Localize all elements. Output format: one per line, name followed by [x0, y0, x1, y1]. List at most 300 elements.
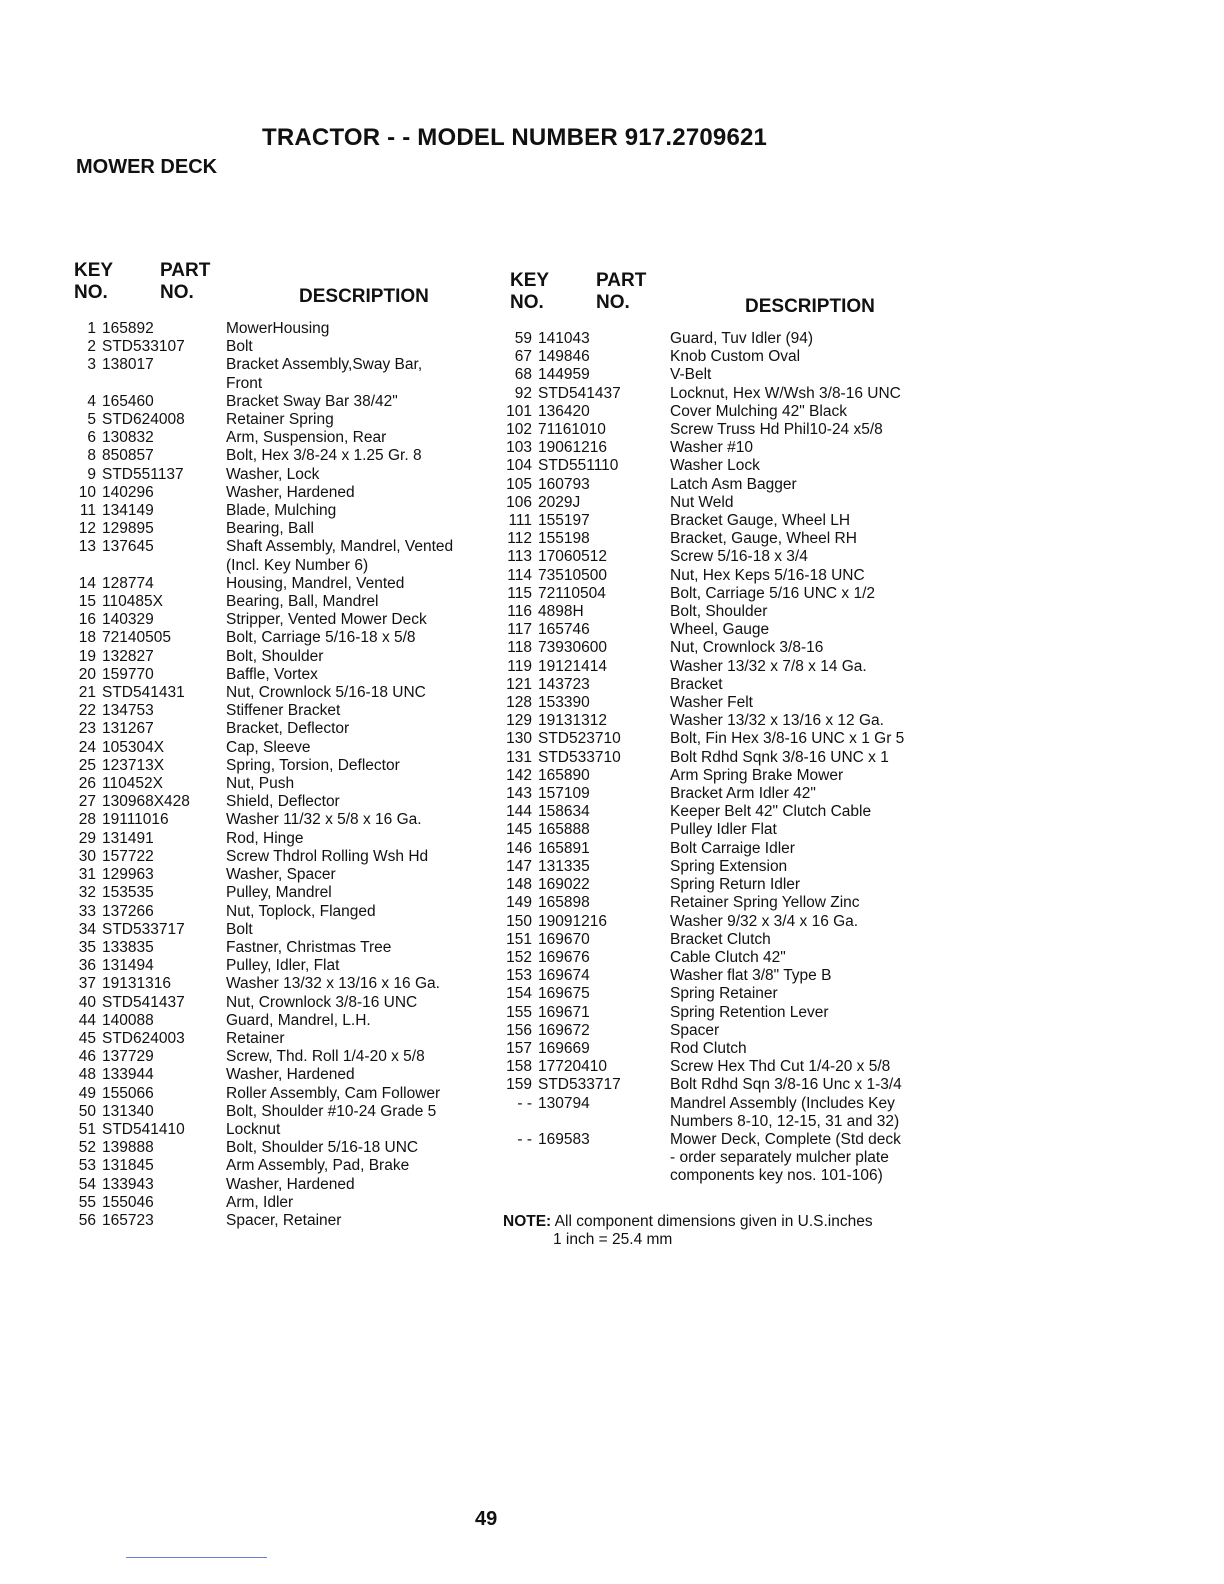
key-number: 6 [87, 429, 96, 447]
table-row [62, 1139, 482, 1157]
part-number: 169670 [538, 930, 590, 948]
table-row [498, 1022, 938, 1040]
table-row [498, 366, 938, 384]
part-description: Bolt, Shoulder [670, 603, 768, 621]
part-number: 165460 [102, 392, 154, 410]
part-number: 169669 [538, 1039, 590, 1057]
table-row [498, 785, 938, 803]
part-description: Rod Clutch [670, 1039, 747, 1057]
key-number: 103 [506, 439, 532, 457]
table-row [62, 684, 482, 702]
table-row [498, 421, 938, 439]
key-number: 23 [78, 720, 96, 738]
part-number: 4898H [538, 603, 584, 621]
key-number: 28 [78, 811, 96, 829]
part-description: Bracket, Deflector [226, 720, 350, 738]
table-row [498, 639, 938, 657]
table-row [62, 466, 482, 484]
part-number: 72110504 [538, 584, 606, 602]
part-number: 157109 [538, 785, 590, 803]
table-row [498, 621, 938, 639]
part-description: Mandrel Assembly (Includes Key Numbers 8-10, 12-15, 31 and 32) [670, 1094, 900, 1130]
table-row [498, 1095, 938, 1131]
part-description: Blade, Mulching [226, 502, 337, 520]
part-description: Knob Custom Oval [670, 348, 801, 366]
key-number: 49 [78, 1084, 96, 1102]
part-description: Bolt Rdhd Sqnk 3/8-16 UNC x 1 [670, 748, 889, 766]
key-header-no: NO. [510, 292, 544, 313]
key-number: 131 [506, 748, 532, 766]
table-row [62, 757, 482, 775]
table-row [62, 520, 482, 538]
key-number: 27 [78, 793, 96, 811]
part-number: 129963 [102, 866, 154, 884]
part-number: 73930600 [538, 639, 607, 657]
part-number: STD541410 [102, 1120, 185, 1138]
part-number: 159770 [102, 665, 154, 683]
part-header: PART [596, 270, 647, 291]
part-number: STD533107 [102, 338, 185, 356]
table-row [62, 484, 482, 502]
part-number: 169583 [538, 1130, 590, 1148]
part-description: Washer 13/32 x 7/8 x 14 Ga. [670, 657, 867, 675]
part-description: Bracket Assembly,Sway Bar, Front [226, 356, 423, 392]
part-description: Nut, Toplock, Flanged [226, 902, 376, 920]
part-number: 165898 [538, 894, 590, 912]
part-description: MowerHousing [226, 320, 330, 337]
part-description: Bolt [226, 920, 253, 938]
part-number: 130832 [102, 429, 154, 447]
section-title: MOWER DECK [76, 156, 218, 178]
table-row [498, 767, 938, 785]
key-number: 128 [506, 694, 532, 712]
key-number: 53 [78, 1157, 96, 1175]
part-number: 137266 [102, 902, 154, 920]
key-number: 36 [78, 957, 96, 975]
part-description: Bolt, Hex 3/8-24 x 1.25 Gr. 8 [226, 447, 422, 465]
part-header-no: NO. [596, 292, 630, 313]
key-number: 37 [78, 975, 96, 993]
table-row [498, 840, 938, 858]
key-number: 102 [506, 421, 532, 439]
part-header-no: NO. [160, 282, 194, 303]
part-description: Washer 13/32 x 13/16 x 12 Ga. [670, 712, 884, 730]
table-row [498, 658, 938, 676]
part-number: STD523710 [538, 730, 621, 748]
part-description: Bolt, Carriage 5/16 UNC x 1/2 [670, 584, 876, 602]
key-number: 9 [87, 465, 96, 483]
description-header: DESCRIPTION [745, 296, 875, 317]
key-number: 12 [78, 520, 96, 538]
key-number: 16 [78, 611, 96, 629]
table-row [498, 803, 938, 821]
part-number: STD624008 [102, 411, 185, 429]
part-description: Bolt, Shoulder #10-24 Grade 5 [226, 1102, 437, 1120]
table-row [498, 858, 938, 876]
table-row [498, 348, 938, 366]
key-header: KEY [510, 270, 550, 291]
key-number: 18 [78, 629, 96, 647]
table-row [62, 502, 482, 520]
key-number: 24 [78, 738, 96, 756]
part-description: Bracket Clutch [670, 930, 771, 948]
parts-column-right [498, 270, 938, 1186]
part-number: 143723 [538, 675, 590, 693]
table-row [498, 548, 938, 566]
part-description: Stripper, Vented Mower Deck [226, 611, 427, 629]
part-description: Nut, Crownlock 3/8-16 UNC [226, 993, 418, 1011]
table-row [62, 811, 482, 829]
part-description: Screw Thdrol Rolling Wsh Hd [226, 847, 429, 865]
key-number: 145 [506, 821, 532, 839]
part-description: Bolt Carraige Idler [670, 839, 795, 857]
table-row [62, 393, 482, 411]
parts-column-left [62, 260, 482, 1230]
part-description: Bracket Sway Bar 38/42" [226, 392, 398, 410]
table-row [62, 1012, 482, 1030]
table-row [62, 957, 482, 975]
part-number: 140296 [102, 483, 154, 501]
part-number: 160793 [538, 475, 590, 493]
part-description: Washer Felt [670, 694, 753, 712]
page-number: 49 [475, 1508, 498, 1530]
part-number: 71161010 [538, 421, 606, 439]
key-number: 46 [78, 1048, 96, 1066]
key-number: 116 [507, 603, 532, 621]
table-row [498, 439, 938, 457]
table-row [62, 648, 482, 666]
table-row [62, 739, 482, 757]
part-number: 19091216 [538, 912, 607, 930]
part-number: 165891 [538, 839, 590, 857]
key-number: 3 [87, 356, 96, 374]
key-number: 20 [78, 665, 96, 683]
table-row [498, 330, 938, 348]
table-row [498, 1076, 938, 1094]
table-row [498, 585, 938, 603]
part-description: Guard, Tuv Idler (94) [670, 330, 814, 347]
key-number: 19 [78, 647, 96, 665]
table-row [62, 775, 482, 793]
table-row [62, 1176, 482, 1194]
key-number: 147 [506, 857, 532, 875]
key-number: 13 [78, 538, 96, 556]
part-number: 137645 [102, 538, 154, 556]
part-number: 158634 [538, 803, 590, 821]
part-number: 132827 [102, 647, 154, 665]
part-description: Locknut [226, 1120, 281, 1138]
part-number: 169675 [538, 985, 590, 1003]
part-description: Nut Weld [670, 493, 734, 511]
part-number: 155066 [102, 1084, 154, 1102]
table-row [62, 1030, 482, 1048]
table-row [62, 356, 482, 392]
part-number: STD541431 [102, 684, 185, 702]
part-description: Housing, Mandrel, Vented [226, 574, 405, 592]
part-description: Retainer Spring Yellow Zinc [670, 894, 860, 912]
part-number: 165723 [102, 1211, 154, 1229]
part-description: Screw Hex Thd Cut 1/4-20 x 5/8 [670, 1058, 891, 1076]
key-number: 114 [507, 566, 532, 584]
part-number: STD541437 [538, 384, 621, 402]
part-number: 19111016 [102, 811, 169, 829]
part-description: Spring Return Idler [670, 876, 801, 894]
key-number: 40 [78, 993, 96, 1011]
key-number: 105 [506, 475, 532, 493]
table-row [62, 338, 482, 356]
part-description: Wheel, Gauge [670, 621, 770, 639]
part-number: 137729 [102, 1048, 154, 1066]
part-number: 72140505 [102, 629, 171, 647]
table-row [62, 1212, 482, 1230]
key-number: 115 [507, 584, 532, 602]
key-number: 151 [506, 930, 532, 948]
table-row [498, 949, 938, 967]
part-description: Bracket [670, 675, 723, 693]
key-number: 48 [78, 1066, 96, 1084]
part-number: 140329 [102, 611, 154, 629]
key-number: 154 [506, 985, 532, 1003]
part-number: 17060512 [538, 548, 607, 566]
table-row [498, 931, 938, 949]
part-description: Locknut, Hex W/Wsh 3/8-16 UNC [670, 384, 901, 402]
key-number: 150 [506, 912, 532, 930]
note-text: All component dimensions given in U.S.inches [554, 1213, 873, 1230]
table-row [498, 1131, 938, 1186]
part-number: 169022 [538, 876, 590, 894]
key-number: 159 [506, 1076, 532, 1094]
parts-list [62, 320, 482, 1230]
key-number: 146 [506, 839, 532, 857]
part-description: Screw, Thd. Roll 1/4-20 x 5/8 [226, 1048, 425, 1066]
key-number: 56 [78, 1211, 96, 1229]
table-row [62, 793, 482, 811]
key-number: 68 [514, 366, 532, 384]
table-row [498, 913, 938, 931]
key-number: 44 [78, 1011, 96, 1029]
part-description: Retainer Spring [226, 411, 334, 429]
part-number: 131491 [102, 829, 154, 847]
key-header: KEY [74, 260, 114, 281]
key-number: 26 [78, 775, 96, 793]
table-row [62, 884, 482, 902]
table-row [62, 593, 482, 611]
part-description: Washer flat 3/8" Type B [670, 967, 832, 985]
part-description: Pulley, Idler, Flat [226, 957, 340, 975]
key-number: 33 [78, 902, 96, 920]
part-description: Washer, Hardened [226, 1066, 355, 1084]
part-number: 157722 [102, 847, 154, 865]
part-number: 19121414 [538, 657, 607, 675]
part-description: Arm, Suspension, Rear [226, 429, 387, 447]
table-row [498, 694, 938, 712]
key-number: 130 [506, 730, 532, 748]
table-row [62, 538, 482, 574]
part-number: 131340 [102, 1102, 154, 1120]
table-row [498, 676, 938, 694]
part-description: Nut, Crownlock 5/16-18 UNC [226, 684, 426, 702]
part-description: Cap, Sleeve [226, 738, 311, 756]
part-number: STD551110 [538, 457, 619, 475]
key-number: 144 [506, 803, 532, 821]
table-row [62, 611, 482, 629]
table-row [498, 403, 938, 421]
part-description: Arm Spring Brake Mower [670, 766, 844, 784]
key-number: 15 [78, 593, 96, 611]
key-number: 106 [506, 493, 532, 511]
part-description: Washer, Lock [226, 465, 320, 483]
part-number: STD551137 [102, 465, 184, 483]
part-description: Washer 13/32 x 13/16 x 16 Ga. [226, 975, 440, 993]
part-number: 850857 [102, 447, 154, 465]
table-row [62, 994, 482, 1012]
table-row [62, 866, 482, 884]
table-row [498, 749, 938, 767]
key-number: 35 [78, 938, 96, 956]
part-number: STD533717 [538, 1076, 621, 1094]
table-row [498, 821, 938, 839]
key-number: 22 [78, 702, 96, 720]
part-description: Cover Mulching 42" Black [670, 402, 847, 420]
part-description: Shield, Deflector [226, 793, 340, 811]
part-description: Stiffener Bracket [226, 702, 341, 720]
part-number: 165746 [538, 621, 590, 639]
part-description: Bolt, Shoulder [226, 647, 324, 665]
table-row [62, 903, 482, 921]
table-row [498, 385, 938, 403]
part-number: 169676 [538, 948, 590, 966]
key-number: 152 [506, 948, 532, 966]
part-description: Spacer [670, 1021, 720, 1039]
key-number: 113 [507, 548, 532, 566]
table-row [498, 894, 938, 912]
part-description: Spring Retainer [670, 985, 778, 1003]
part-description: V-Belt [670, 366, 712, 384]
part-description: Arm, Idler [226, 1193, 294, 1211]
table-row [62, 1121, 482, 1139]
page-title: TRACTOR - - MODEL NUMBER 917.2709621 [262, 124, 768, 151]
part-number: 149846 [538, 348, 590, 366]
part-description: Cable Clutch 42" [670, 948, 786, 966]
key-number: 148 [506, 876, 532, 894]
part-description: Screw Truss Hd Phil10-24 x5/8 [670, 421, 883, 439]
table-row [498, 457, 938, 475]
part-number: 133835 [102, 938, 154, 956]
part-description: Pulley Idler Flat [670, 821, 777, 839]
key-number: 118 [507, 639, 532, 657]
part-number: 134149 [102, 502, 154, 520]
part-number: STD533717 [102, 920, 185, 938]
part-number: 133943 [102, 1175, 154, 1193]
note-label: NOTE: [503, 1213, 552, 1230]
part-description: Keeper Belt 42" Clutch Cable [670, 803, 872, 821]
table-row [498, 494, 938, 512]
part-description: Bolt [226, 338, 253, 356]
key-number: - - [517, 1094, 532, 1112]
key-number: 121 [506, 675, 532, 693]
table-row [62, 629, 482, 647]
part-number: 19131312 [538, 712, 607, 730]
part-description: Washer 11/32 x 5/8 x 16 Ga. [226, 811, 422, 829]
part-description: Bearing, Ball [226, 520, 314, 538]
part-description: Rod, Hinge [226, 829, 304, 847]
table-row [62, 848, 482, 866]
part-description: Screw 5/16-18 x 3/4 [670, 548, 808, 566]
key-number: 92 [514, 384, 532, 402]
part-description: Nut, Hex Keps 5/16-18 UNC [670, 566, 865, 584]
divider-line [126, 1557, 267, 1558]
part-number: 153535 [102, 884, 154, 902]
key-number: 129 [506, 712, 532, 730]
key-number: - - [517, 1130, 532, 1148]
table-row [62, 1194, 482, 1212]
part-description: Baffle, Vortex [226, 665, 318, 683]
key-number: 31 [78, 866, 96, 884]
part-description: Arm Assembly, Pad, Brake [226, 1157, 410, 1175]
part-description: Bearing, Ball, Mandrel [226, 593, 379, 611]
part-number: 133944 [102, 1066, 154, 1084]
key-number: 1 [87, 320, 96, 337]
table-row [62, 429, 482, 447]
table-row [498, 530, 938, 548]
table-row [62, 447, 482, 465]
key-number: 119 [507, 657, 532, 675]
part-number: 169674 [538, 967, 590, 985]
part-number: 169672 [538, 1021, 590, 1039]
part-description: Bolt Rdhd Sqn 3/8-16 Unc x 1-3/4 [670, 1076, 902, 1094]
part-description: Washer, Hardened [226, 483, 355, 501]
part-description: Bolt, Carriage 5/16-18 x 5/8 [226, 629, 416, 647]
part-number: 131845 [102, 1157, 154, 1175]
key-number: 52 [78, 1139, 96, 1157]
key-number: 32 [78, 884, 96, 902]
column-header [62, 260, 482, 320]
part-number: 138017 [102, 356, 154, 374]
key-number: 10 [78, 483, 96, 501]
key-number: 51 [78, 1120, 96, 1138]
part-number: 139888 [102, 1139, 154, 1157]
part-description: Retainer [226, 1029, 285, 1047]
table-row [498, 1040, 938, 1058]
part-number: 134753 [102, 702, 154, 720]
part-number: 17720410 [538, 1058, 607, 1076]
parts-list [498, 330, 938, 1186]
key-number: 149 [506, 894, 532, 912]
key-number: 29 [78, 829, 96, 847]
table-row [498, 1004, 938, 1022]
key-number: 55 [78, 1193, 96, 1211]
part-number: 129895 [102, 520, 154, 538]
part-description: Shaft Assembly, Mandrel, Vented (Incl. Key Number 6) [226, 538, 454, 574]
part-number: 169671 [538, 1003, 590, 1021]
table-row [62, 320, 482, 338]
part-description: Guard, Mandrel, L.H. [226, 1011, 371, 1029]
part-number: 155046 [102, 1193, 154, 1211]
key-number: 5 [87, 411, 96, 429]
part-number: 2029J [538, 493, 581, 511]
table-row [498, 730, 938, 748]
table-row [498, 512, 938, 530]
part-number: 110485X [102, 593, 163, 611]
key-number: 54 [78, 1175, 96, 1193]
part-description: Washer 9/32 x 3/4 x 16 Ga. [670, 912, 859, 930]
part-description: Mower Deck, Complete (Std deck - order separately mulcher plate components key nos. 101-106) [670, 1130, 901, 1185]
part-number: 140088 [102, 1011, 154, 1029]
table-row [62, 720, 482, 738]
table-row [62, 1085, 482, 1103]
table-row [498, 603, 938, 621]
part-number: 165888 [538, 821, 590, 839]
